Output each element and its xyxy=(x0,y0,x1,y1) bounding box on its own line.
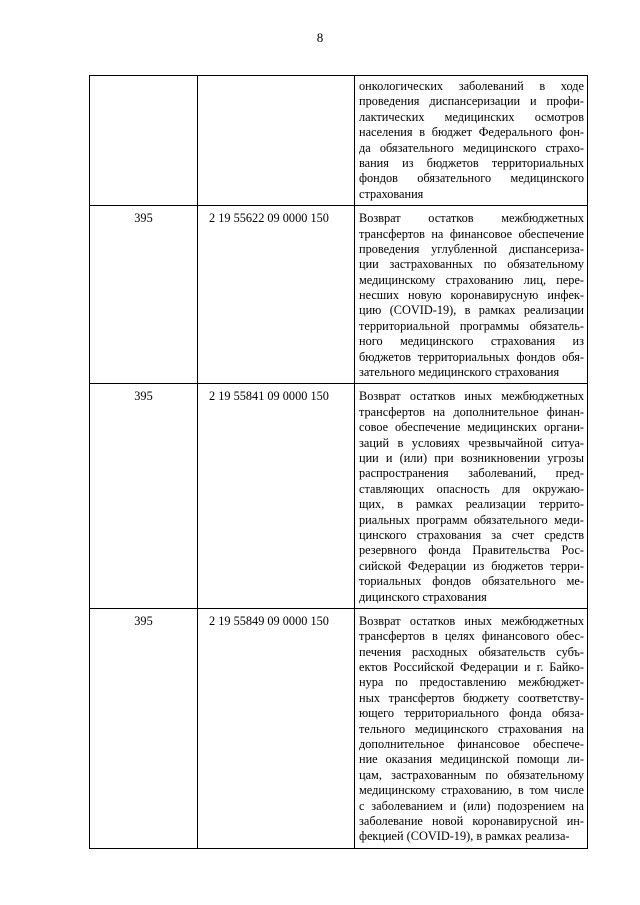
admin-code-cell: 395 xyxy=(90,608,198,848)
description-line: ектов Российской Федерации и г. Байко- xyxy=(359,660,584,675)
budget-codes-table xyxy=(89,75,588,849)
description-line: заболевание новой коронавирусной ин- xyxy=(359,813,584,828)
description-line: онкологических заболеваний в ходе xyxy=(359,79,584,93)
description-line: ции и (или) при возникновении угрозы xyxy=(359,450,584,465)
description-line: ющего территориального фонда обяза- xyxy=(359,706,584,721)
description-line: сийской Федерации из бюджетов терри- xyxy=(359,558,584,573)
description-line: нура по предоставлению межбюджет- xyxy=(359,675,584,690)
description-line: зательного медицинского страхования xyxy=(359,365,560,380)
description-line: с заболеванием и (или) подозрением на xyxy=(359,798,584,813)
description-line: распространения заболеваний, пред- xyxy=(359,466,584,481)
table-row xyxy=(90,76,588,206)
description-cell xyxy=(355,384,588,608)
description-line: фондов обязательного медицинского xyxy=(359,171,584,186)
description-line: Возврат остатков иных межбюджетных xyxy=(359,613,584,628)
description-line: трансфертов на дополнительное финан- xyxy=(359,404,584,419)
description-line: резервного фонда Правительства Рос- xyxy=(359,543,584,558)
description-line: ториальных фондов обязательного ме- xyxy=(359,574,584,589)
budget-code-cell: 2 19 55622 09 0000 150 xyxy=(198,206,355,384)
description-line: ние оказания медицинской помощи ли- xyxy=(359,752,584,767)
description-line: ных трансфертов бюджету соответству- xyxy=(359,690,584,705)
page-number: 8 xyxy=(316,30,324,45)
description-line: да обязательного медицинского страхо- xyxy=(359,140,584,155)
description-line: тельного медицинского страхования на xyxy=(359,721,584,736)
budget-code-cell: 2 19 55841 09 0000 150 xyxy=(198,384,355,608)
budget-code-cell xyxy=(198,76,355,206)
table-row xyxy=(90,384,588,608)
description-line: фекцией (COVID-19), в рамках реализа- xyxy=(359,829,570,844)
description-cell xyxy=(355,76,588,206)
description-line: проведения углубленной диспансериза- xyxy=(359,241,584,256)
description-line: бюджетов территориальных фондов обя- xyxy=(359,349,584,364)
description-line: совое обеспечение медицинских органи- xyxy=(359,420,584,435)
description-line: ставляющих опасность для окружаю- xyxy=(359,481,584,496)
table-body xyxy=(90,76,588,849)
description-line: лактических медицинских осмотров xyxy=(359,109,584,124)
description-line: дополнительное финансовое обеспече- xyxy=(359,737,584,752)
description-line: заций в условиях чрезвычайной ситуа- xyxy=(359,435,584,450)
description-line: проведения диспансеризации и профи- xyxy=(359,94,584,109)
description-cell xyxy=(355,206,588,384)
admin-code-cell xyxy=(90,76,198,206)
description-line: Возврат остатков иных межбюджетных xyxy=(359,389,584,404)
description-line: территориальной программы обязатель- xyxy=(359,318,584,333)
description-line: цам, застрахованным по обязательному xyxy=(359,767,584,782)
description-line: страхования xyxy=(359,186,424,201)
description-line: ции застрахованных по обязательному xyxy=(359,257,584,272)
admin-code-cell: 395 xyxy=(90,384,198,608)
description-line: цинского страхования за счет средств xyxy=(359,527,584,542)
description-line: печения расходных обязательств субъ- xyxy=(359,644,584,659)
description-line: ного медицинского страхования из xyxy=(359,334,584,349)
description-line: трансфертов на финансовое обеспечение xyxy=(359,226,584,241)
description-line: медицинскому страхованию, в том числе xyxy=(359,783,584,798)
description-line: цию (COVID-19), в рамках реализации xyxy=(359,303,584,318)
description-line: населения в бюджет Федерального фон- xyxy=(359,125,584,140)
description-line: щих, в рамках реализации террито- xyxy=(359,497,584,512)
table-row xyxy=(90,206,588,384)
description-line: Возврат остатков межбюджетных xyxy=(359,211,584,226)
admin-code-cell: 395 xyxy=(90,206,198,384)
description-line: риальных программ обязательного меди- xyxy=(359,512,584,527)
table-row xyxy=(90,608,588,848)
description-line: дицинского страхования xyxy=(359,589,487,604)
budget-code-cell: 2 19 55849 09 0000 150 xyxy=(198,608,355,848)
description-line: вания из бюджетов территориальных xyxy=(359,155,584,170)
description-line: несших новую коронавирусную инфек- xyxy=(359,288,584,303)
description-line: медицинскому страхованию лиц, пере- xyxy=(359,272,584,287)
description-line: трансфертов в целях финансового обес- xyxy=(359,629,584,644)
description-cell xyxy=(355,608,588,848)
